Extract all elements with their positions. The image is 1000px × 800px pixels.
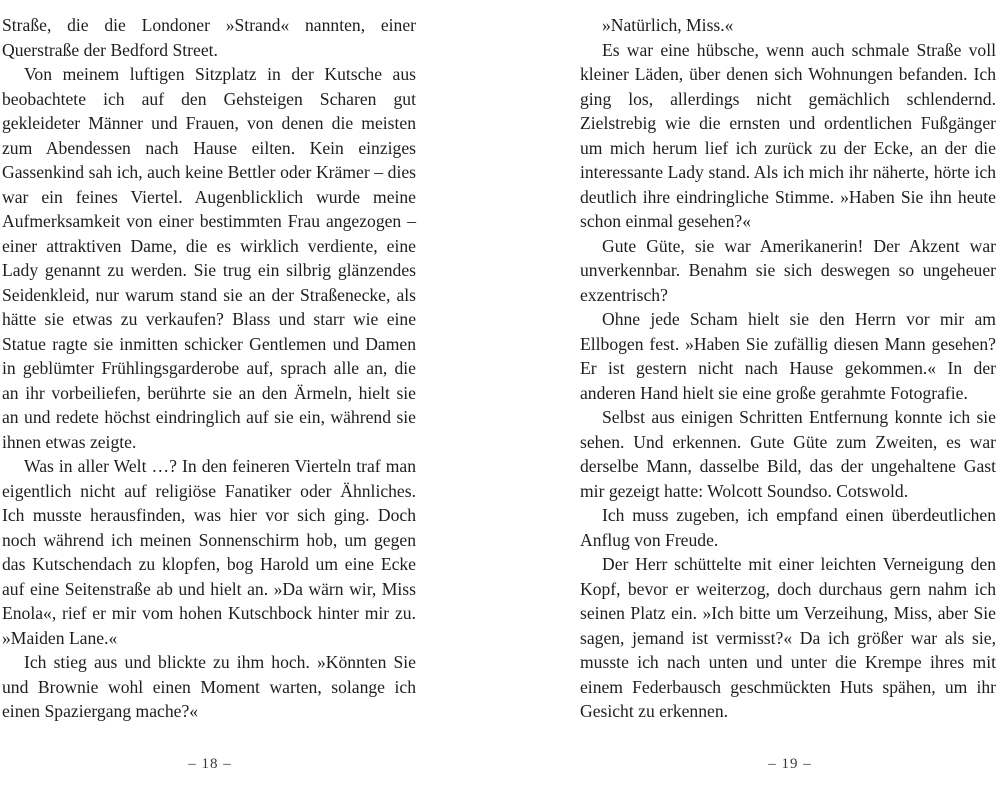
paragraph: Was in aller Welt …? In den feineren Vierteln traf man eigentlich nicht auf religiöse Fanatiker oder Ähnliches. Ich musste herausfinden, was hier vor sich ging. Doch noch während ich meinen Sonnenschirm hob, um gegen das Kutschendach zu klopfen, bog Harold um eine Ecke auf eine Seitenstraße ab und hielt an. »Da wärn wir, Miss Enola«, rief er mir vom hohen Kutschbock hinter mir zu. »Maiden Lane.«	[2, 456, 416, 648]
paragraph: Von meinem luftigen Sitzplatz in der Kutsche aus beobachtete ich auf den Gehsteigen Scharen gut gekleideter Männer und Frauen, von denen die meisten zum Abendessen nach Hause eilten. Kein einziges Gassenkind sah ich, auch keine Bettler oder Krämer – dies war ein feines Viertel. Augenblicklich wurde meine Aufmerksamkeit von einer bestimmten Frau angezogen – einer attraktiven Dame, die es wirklich verdiente, eine Lady genannt zu werden. Sie trug ein silbrig glänzendes Seidenkleid, nur warum stand sie an der Straßenecke, als hätte sie etwas zu verkaufen? Blass und starr wie eine Statue ragte sie inmitten schicker Gentlemen und Damen in geblümter Frühlingsgarderobe auf, sprach alle an, die an ihr vorbeiliefen, berührte sie an den Ärmeln, hielt sie an und redete höchst eindringlich auf sie ein, während sie ihnen etwas zeigte.	[2, 64, 416, 452]
paragraph: Straße, die die Londoner »Strand« nannten, einer Querstraße der Bedford Street.	[2, 15, 416, 60]
right-page-number: – 19 –	[768, 756, 812, 772]
paragraph: Es war eine hübsche, wenn auch schmale Straße voll kleiner Läden, über denen sich Wohnungen befanden. Ich ging los, allerdings nicht gemächlich schlendernd. Zielstrebig wie die ernsten und ordentlichen Fußgänger um mich herum lief ich zurück zu der Ecke, an der die interessante Lady stand. Als ich mich ihr näherte, hörte ich deutlich ihre eindringliche Stimme. »Haben Sie ihn heute schon einmal gesehen?«	[580, 39, 996, 231]
right-page-text	[580, 13, 996, 724]
paragraph: Der Herr schüttelte mit einer leichten Verneigung den Kopf, bevor er weiterzog, doch durchaus gern nahm ich seinen Platz ein. »Ich bitte um Verzeihung, Miss, aber Sie sagen, jemand ist vermisst?« Da ich größer war als sie, musste ich nach unten und unter die Krempe ihres mit einem Federbausch geschmückten Huts spähen, um ihr Gesicht zu erkennen.	[580, 554, 996, 721]
left-page-text	[2, 13, 416, 724]
left-page-number: – 18 –	[188, 756, 232, 772]
paragraph: Gute Güte, sie war Amerikanerin! Der Akzent war unverkennbar. Benahm sie sich deswegen so ungeheuer exzentrisch?	[580, 235, 996, 305]
paragraph: Selbst aus einigen Schritten Entfernung konnte ich sie sehen. Und erkennen. Gute Güte zum Zweiten, es war derselbe Mann, dasselbe Bild, das der ungehaltene Gast mir gezeigt hatte: Wolcott Soundso. Cotswold.	[580, 407, 996, 501]
paragraph: Ich stieg aus und blickte zu ihm hoch. »Könnten Sie und Brownie wohl einen Moment warten, solange ich einen Spaziergang mache?«	[2, 652, 416, 721]
paragraph: Ohne jede Scham hielt sie den Herrn vor mir am Ellbogen fest. »Haben Sie zufällig diesen Mann gesehen? Er ist gestern nicht nach Hause gekommen.« In der anderen Hand hielt sie eine große gerahmte Fotografie.	[580, 309, 996, 403]
paragraph: Ich muss zugeben, ich empfand einen überdeutlichen Anflug von Freude.	[580, 505, 996, 550]
paragraph: »Natürlich, Miss.«	[602, 15, 734, 35]
